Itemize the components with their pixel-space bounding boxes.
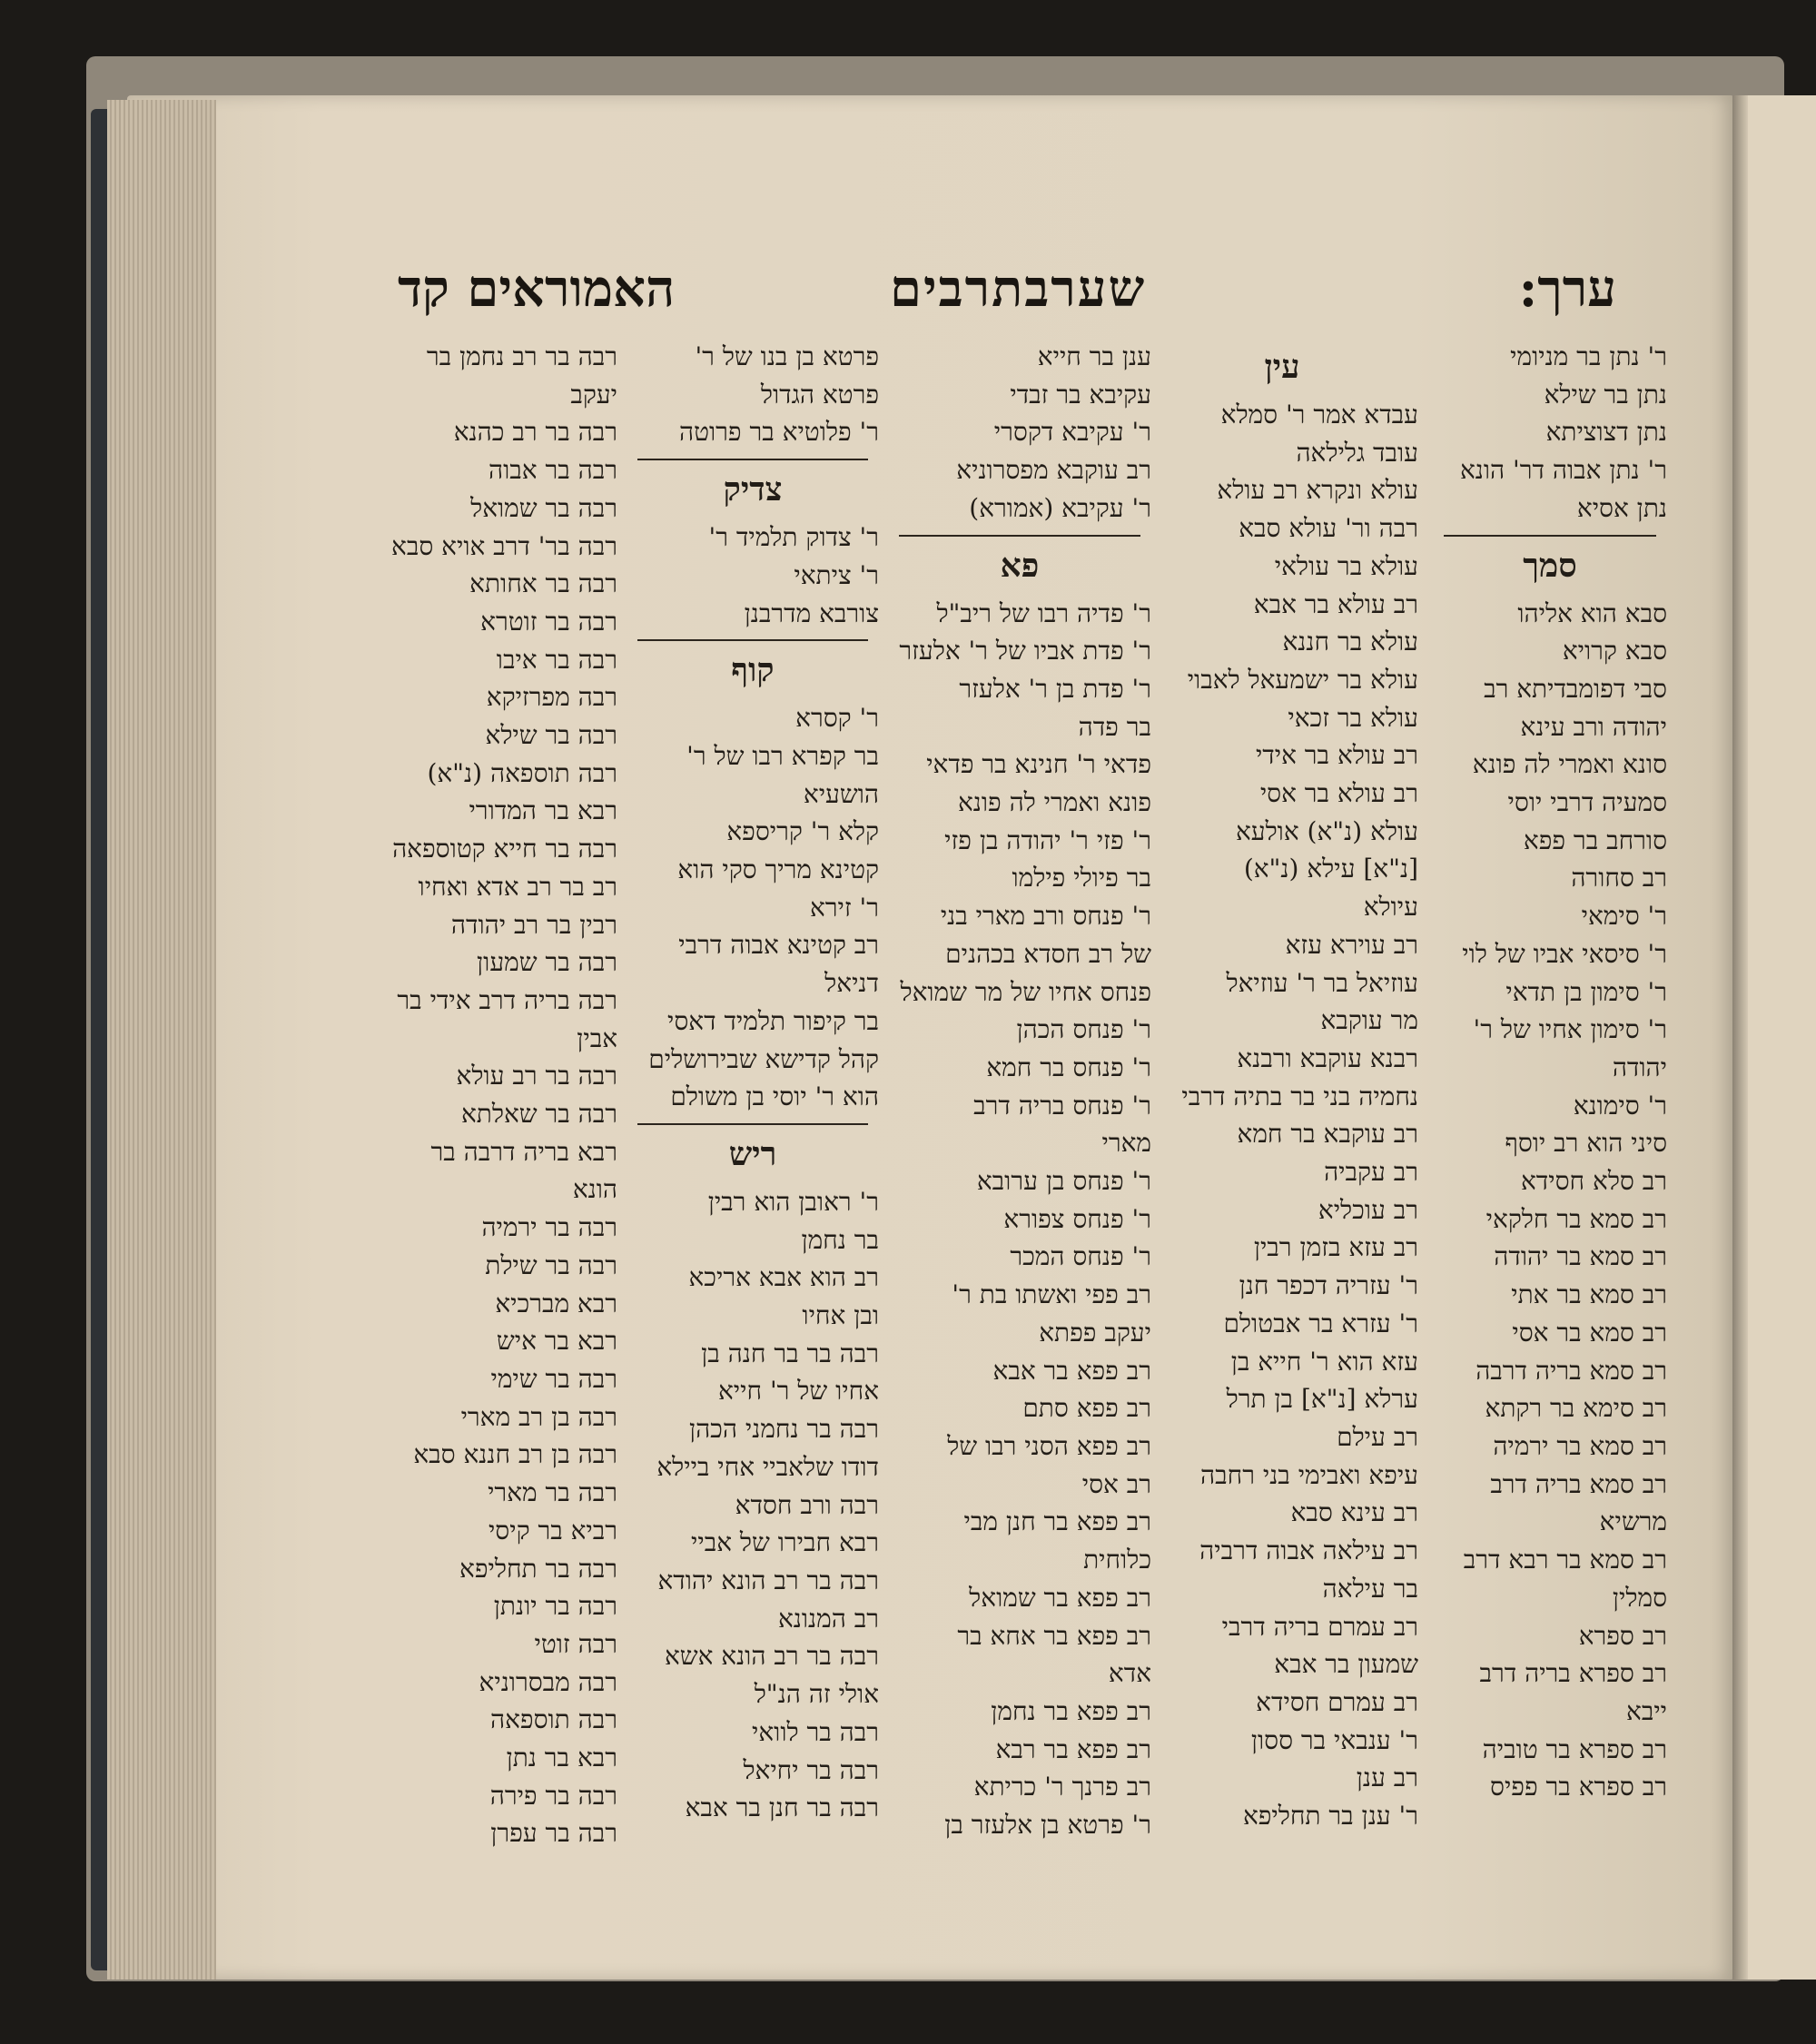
text-line: ענן בר חייא [1037, 341, 1151, 371]
text-line: ר' סימונא [1573, 1090, 1667, 1121]
text-line: נחמיה בני בר בתיה דרבי [1181, 1081, 1418, 1111]
text-line: רב פפא בר רבא [995, 1733, 1151, 1764]
text-line: רבה תוספאה (נ"א) [427, 757, 617, 788]
text-line: רבה מפרזיקא [486, 682, 617, 713]
text-line: ר' עזריה דכפר חנן [1239, 1270, 1418, 1301]
text-line: כלוחית [1083, 1545, 1151, 1575]
text-line: רבה בר רב עולא [456, 1061, 617, 1091]
text-line: ר' קסרא [795, 703, 879, 734]
text-line: רב פפא הסני רבו של [947, 1430, 1151, 1461]
section-heading-samekh: סמך [1444, 535, 1656, 589]
text-line: ר' פזי ר' יהודה בן פזי [944, 825, 1151, 855]
text-line: ר' עקיבא (אמורא) [969, 492, 1151, 523]
text-line: עולא בר זכאי [1288, 702, 1418, 733]
text-line: רב פפא בר נחמן [991, 1695, 1151, 1726]
text-line: רב הוא אבא אריכא [688, 1262, 879, 1293]
text-line: ר' סימון אחיו של ר' [1473, 1014, 1667, 1045]
text-line: ר' פדיה רבו של ריב"ל [936, 597, 1151, 628]
text-line: רב עולא בר אידי [1255, 740, 1418, 771]
text-line: ר' עזרא בר אבטולם [1223, 1308, 1418, 1338]
text-line: יהודה ורב עינא [1520, 711, 1667, 742]
text-line: עזא הוא ר' חייא בן [1230, 1346, 1418, 1377]
section-heading-resh: ריש [637, 1123, 868, 1178]
text-line: רב סלא חסידא [1521, 1166, 1667, 1197]
text-line: רב סמא בר אתי [1511, 1279, 1667, 1310]
text-line: רבה בר שילא [485, 720, 617, 751]
text-line: פנחס אחיו של מר שמואל [900, 976, 1151, 1007]
text-line: ר' ענבאי בר ססון [1250, 1724, 1418, 1755]
text-line: מר עוקבא [1320, 1005, 1418, 1036]
text-line: סמעיה דרבי יוסי [1507, 787, 1667, 818]
text-line: רבה בר חנן בר אבא [685, 1792, 879, 1823]
text-line: הוא ר' יוסי בן משולם [670, 1081, 879, 1112]
text-line: ר' פדת אביו של ר' אלעזר [899, 636, 1151, 667]
column-lines-3 [627, 699, 879, 1116]
text-line: רב סמא בר יהודה [1494, 1241, 1667, 1272]
text-line: ר' פלוטיא בר פרוטה [679, 417, 879, 448]
text-line: של רב חסדא בכהנים [945, 938, 1151, 969]
text-line: רבה בר חייא קטוספאה [392, 834, 617, 864]
text-line: רב סמא בריה דרב [1490, 1468, 1667, 1499]
text-line: יעקב [570, 379, 617, 410]
text-line: ר' פדת בן ר' אלעזר [959, 673, 1151, 704]
text-line: רב ענן [1356, 1763, 1418, 1793]
text-line: רב עינא סבא [1290, 1497, 1418, 1528]
text-line: רבה תוספאה [490, 1704, 617, 1735]
text-line: רב פפא בר חנן מבי [963, 1506, 1151, 1537]
text-line: עולא בר ישמעאל לאבוי [1187, 664, 1418, 695]
text-line: רבה בר שמעון [477, 947, 617, 978]
text-line: רב ספרא בר פפיס [1490, 1772, 1667, 1802]
text-line: עוזיאל בר ר' עוזיאל [1226, 967, 1418, 998]
text-line: רב עילם [1337, 1421, 1418, 1452]
text-line: ר' פנחס צפורא [1003, 1203, 1151, 1234]
text-line: ר' פנחס ורב מארי בני [940, 901, 1151, 932]
text-line: ר' נתן בר מניומי [1510, 341, 1667, 371]
text-line: אולי זה הנ"ל [754, 1679, 879, 1710]
text-line: פרטא בן בנו של ר' [695, 341, 879, 371]
text-line: בר קפרא רבו של ר' [686, 740, 879, 771]
text-line: בר עילאה [1322, 1573, 1418, 1604]
text-line: רב ספרא [1578, 1620, 1667, 1651]
text-line: רבנא עוקבא ורבנא [1237, 1042, 1418, 1073]
text-line: רבה בר רב כהנא [453, 417, 617, 448]
text-line: רבה בן רב חננא סבא [413, 1439, 617, 1470]
text-line: יעקב פפתא [1039, 1317, 1151, 1348]
text-line: רבה בר רב הונא אשא [664, 1641, 879, 1672]
text-line: פרטא הגדול [760, 379, 879, 410]
text-line: מרשיא [1599, 1506, 1667, 1537]
text-line: ר' צדוק תלמיד ר' [708, 522, 879, 553]
text-line: רבה בר שילת [485, 1249, 617, 1280]
text-line: רבין בר רב יהודה [450, 909, 617, 940]
text-line: רבה ורב חסדא [735, 1489, 879, 1520]
text-line: רב ספרא בריה דרב [1479, 1658, 1667, 1689]
text-line: נתן דצוציתא [1545, 417, 1667, 448]
column-lines-2 [888, 595, 1151, 1844]
text-column-1 [1433, 338, 1667, 1806]
text-line: רבא בר המדורי [469, 795, 617, 826]
text-line: סונא ואמרי לה פונא [1472, 749, 1667, 780]
text-line: רבה בר מארי [488, 1477, 617, 1508]
text-line: [נ"א] עילא (נ"א) [1243, 854, 1418, 884]
text-line: רבה בר בר חנה בן [701, 1338, 879, 1368]
facing-page-edge [1748, 95, 1816, 1980]
text-line: ר' ענן בר תחליפא [1242, 1801, 1418, 1832]
text-line: ייבא [1626, 1695, 1667, 1726]
text-line: רבה בר אחותא [469, 568, 617, 599]
text-line: ערלא [נ"א] בן תרל [1226, 1384, 1418, 1415]
text-line: רב פפא בר שמואל [969, 1582, 1151, 1613]
column-lines-2 [627, 518, 879, 632]
text-line: רבה בר' דרב אויא סבא [391, 530, 617, 561]
text-line: נתן בר שילא [1544, 379, 1667, 410]
text-line: רבא חבירו של אביי [691, 1527, 879, 1558]
text-line: רבה מבסרוניא [479, 1666, 617, 1697]
text-line: ובן אחיו [802, 1300, 879, 1331]
text-line: עולא ונקרא רב עולא [1217, 475, 1418, 506]
text-line: רב עוירא עזא [1285, 929, 1418, 960]
text-line: רב פפא בר אבא [992, 1355, 1151, 1386]
text-line: ר' פרטא בן אלעזר בן [944, 1810, 1151, 1841]
column-lines [888, 338, 1151, 528]
text-line: רב עמרם בריה דרבי [1221, 1611, 1418, 1642]
text-line: דניאל [824, 968, 879, 999]
text-line: רב עוכליא [1318, 1194, 1418, 1225]
text-line: מארי [1101, 1128, 1151, 1159]
text-line: אבין [577, 1022, 617, 1053]
text-line: רב פפי ואשתו בת ר' [952, 1279, 1151, 1310]
text-line: סמלין [1612, 1582, 1667, 1613]
text-line: רב קטינא אבוה דרבי [678, 930, 879, 961]
text-line: רב פרנך ר' כריתא [973, 1772, 1151, 1802]
text-line: עובד גלילאה [1296, 437, 1418, 468]
text-line: רבה זוטי [534, 1628, 617, 1659]
text-line: רבה בר רב נחמן בר [426, 341, 617, 371]
text-line: אחיו של ר' חייא [717, 1376, 879, 1407]
text-line: רב סמא בר אסי [1512, 1317, 1667, 1348]
text-line: רבה בר שאלתא [460, 1099, 617, 1130]
text-line: רב עקביה [1324, 1157, 1418, 1188]
text-line: בר פדה [1078, 711, 1151, 742]
text-line: פדאי ר' חנינא בר פדאי [926, 749, 1151, 780]
text-line: עולא בר חננא [1282, 627, 1418, 657]
column-lines [1433, 338, 1667, 528]
text-line: ר' פנחס הכהן [1016, 1014, 1151, 1045]
text-line: רבה בר ירמיה [481, 1212, 617, 1243]
text-column-4 [627, 338, 879, 1827]
column-lines [1146, 396, 1418, 1835]
text-line: קטינא מריך סקי הוא [677, 854, 879, 885]
text-line: רב סמא בריה דרבה [1476, 1355, 1667, 1386]
column-lines-4 [627, 1183, 879, 1827]
text-line: עיולא [1363, 892, 1418, 923]
text-line: רבא בר נתן [506, 1743, 617, 1773]
text-line: בר פיולי פילמו [1012, 863, 1151, 894]
text-line: רב עוקבא מפסרוניא [956, 455, 1151, 486]
text-line: רב המנונא [777, 1603, 879, 1634]
text-line: ר' זירא [809, 892, 879, 923]
text-line: רב פפא בר אחא בר [957, 1620, 1151, 1651]
text-line: רבה ור' עולא סבא [1239, 513, 1418, 544]
text-line: דודו שלאביי אחי ביילא [656, 1451, 879, 1482]
text-line: צורבא מדרבנן [744, 597, 879, 628]
section-heading-tsadi: צדיק [637, 459, 868, 513]
text-line: בר קיפור תלמיד דאסי [667, 1005, 879, 1036]
text-line: רבה בר איבו [496, 644, 617, 675]
text-line: סיני הוא רב יוסף [1505, 1128, 1667, 1159]
text-line: ר' ראובן הוא רבין [707, 1186, 879, 1217]
text-line: רבה בר פירה [489, 1780, 617, 1811]
text-line: רב סחורה [1571, 863, 1667, 894]
text-line: רבא בר איש [496, 1326, 617, 1357]
text-line: רב סמא בר ירמיה [1493, 1430, 1667, 1461]
text-line: רב אסי [1081, 1468, 1151, 1499]
text-line: רבא בריה דרבה בר [430, 1136, 617, 1167]
text-line: רב סמא בר חלקאי [1485, 1203, 1667, 1234]
section-heading-ayin: עין [1264, 348, 1300, 386]
text-line: קלא ר' קריספא [726, 816, 879, 847]
text-line: רבה בר תחליפא [459, 1553, 617, 1584]
page-gutter [1732, 95, 1749, 1980]
text-line: רב סימא בר רקתא [1485, 1393, 1667, 1424]
text-line: רב בר רב אדא ואחיו [418, 871, 617, 902]
column-lines [627, 338, 879, 451]
text-line: שמעון בר אבא [1274, 1649, 1418, 1680]
text-line: הושעיא [803, 778, 879, 809]
text-line: ר' נתן אבוה דר' הונא [1459, 455, 1667, 486]
text-line: ר' סימון בן תדאי [1505, 976, 1667, 1007]
text-line: עבדא אמר ר' סמלא [1220, 400, 1418, 430]
text-line: עיפא ואבימי בני רחבה [1200, 1459, 1418, 1490]
text-line: הונא [572, 1174, 617, 1205]
text-line: פונא ואמרי לה פונא [957, 787, 1151, 818]
column-lines-2 [1433, 595, 1667, 1807]
text-line: סבא קרויא [1562, 636, 1667, 667]
text-line: רבה בר יחיאל [743, 1754, 879, 1785]
running-header-center: שערבתרבים [890, 259, 1147, 319]
text-line: רבה בר שמואל [470, 492, 617, 523]
text-line: אדא [1108, 1658, 1151, 1689]
text-line: רבה בר שימי [490, 1363, 617, 1394]
text-line: רב פפא סתם [1022, 1393, 1151, 1424]
text-line: ר' עקיבא דקסרי [993, 417, 1151, 448]
text-line: רב עולא בר אבא [1253, 588, 1418, 619]
text-line: ר' פנחס בר חמא [986, 1052, 1151, 1082]
section-heading-pe: פא [899, 535, 1140, 589]
running-header-left: האמוראים קד [398, 259, 676, 319]
text-line: רב עילאה אבוה דרביה [1199, 1535, 1418, 1566]
running-header-right: ערך: [1518, 259, 1616, 319]
text-line: ר' סימאי [1581, 901, 1667, 932]
text-column-2 [1146, 338, 1418, 1835]
text-line: יהודה [1612, 1052, 1667, 1082]
text-line: קהל קדישא שבירושלים [648, 1043, 879, 1074]
text-column-5 [354, 338, 617, 1852]
text-line: ר' סיסאי אביו של לוי [1462, 938, 1667, 969]
column-lines [354, 338, 617, 1852]
text-line: רבה בר יונתן [493, 1591, 617, 1622]
text-line: רבה בר רב הונא יהודא [657, 1565, 879, 1595]
section-heading-qof: קוף [637, 639, 868, 694]
text-line: סבי דפומבדיתא רב [1484, 673, 1667, 704]
text-line: סורחב בר פפא [1523, 825, 1667, 855]
text-line: ר' ציתאי [794, 559, 879, 590]
text-line: רבה בן רב מארי [460, 1401, 617, 1432]
text-line: רבא מברכיא [495, 1288, 617, 1318]
text-line: רבה בר זוטרא [480, 606, 617, 637]
text-line: רביא בר קיסי [488, 1515, 617, 1545]
text-line: רב עזא בזמן רבין [1253, 1232, 1418, 1263]
text-line: רב עוקבא בר חמא [1237, 1119, 1418, 1150]
text-line: רב סמא בר רבא דרב [1463, 1545, 1667, 1575]
text-line: ר' פנחס בריה דרב [973, 1090, 1151, 1121]
text-line: עולא (נ"א) אולעא [1235, 815, 1418, 846]
text-line: רבה בר לוואי [752, 1716, 879, 1747]
text-line: רב עמרם חסידא [1256, 1686, 1418, 1717]
text-line: סבא הוא אליהו [1517, 597, 1667, 628]
text-line: עקיבא בר זבדי [1010, 379, 1151, 410]
page-edges [107, 100, 216, 1980]
text-line: רבה בר אבוה [489, 455, 617, 486]
text-line: בר נחמן [801, 1224, 879, 1255]
text-line: ר' פנחס בן ערובא [976, 1166, 1151, 1197]
text-line: רב ספרא בר טוביה [1482, 1733, 1667, 1764]
text-line: רבה בר עפרן [490, 1818, 617, 1849]
text-line: רבה בריה דרב אידי בר [397, 984, 617, 1015]
text-line: נתן אסיא [1576, 492, 1667, 523]
text-line: רב עולא בר אסי [1259, 778, 1418, 809]
text-column-3 [888, 338, 1151, 1844]
text-line: רבה בר נחמני הכהן [688, 1414, 879, 1445]
text-line: עולא בר עולאי [1274, 550, 1418, 581]
text-line: ר' פנחס המכר [1010, 1241, 1151, 1272]
